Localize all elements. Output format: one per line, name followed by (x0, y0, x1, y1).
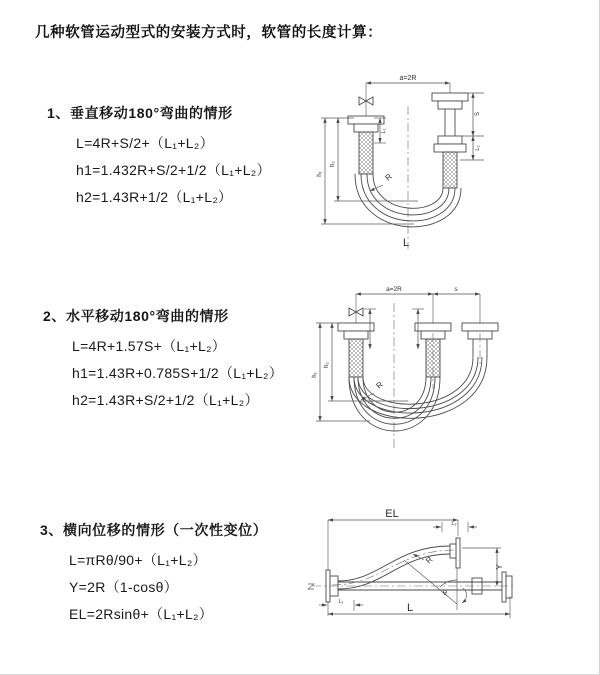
left-fitting (348, 116, 384, 174)
upper-flange (450, 538, 460, 568)
section-heading: 2、水平移动180°弯曲的情形 (43, 308, 229, 324)
section-heading: 3、横向位移的情形（一次性变位） (40, 522, 268, 538)
length-label: L (402, 237, 410, 249)
dim-label-h1: h₁ (312, 372, 318, 378)
section-vertical-180 (47, 103, 271, 211)
formula-line: L=4R+S/2+（L₁+L₂） (76, 135, 214, 151)
dim-label-l1: L₁ (338, 599, 344, 605)
right-fitting (432, 93, 468, 188)
section-horizontal-180 (43, 306, 283, 414)
dim-label-h2: h₂ (330, 161, 336, 167)
diagram-horizontal-180 (308, 281, 588, 456)
radius-label: R (424, 554, 435, 566)
dim-label-l1: L₁ (381, 128, 387, 134)
dim-label-el: EL (385, 508, 399, 520)
dim-label-l2: L₂ (451, 521, 457, 527)
formula-line: L=4R+1.57S+（L₁+L₂） (72, 338, 227, 354)
dim-label-l2: L₂ (475, 145, 481, 151)
dim-label-s: S (475, 111, 481, 117)
formula-line: L=πRθ/90+（L₁+L₂） (69, 552, 207, 568)
right-flange (472, 572, 512, 602)
formula-line: EL=2Rsinθ+（L₁+L₂） (69, 606, 214, 622)
dim-label-y: Y (495, 564, 504, 570)
dim-label-h1: h₁ (317, 171, 323, 177)
valve-icon (359, 83, 373, 116)
dim-label-span-a: a=2R (386, 286, 402, 293)
valve-icon (349, 294, 363, 323)
dim-label-span: a=2R (399, 75, 417, 82)
angle-label: θ (443, 590, 447, 597)
dim-label-h2: h₂ (324, 362, 330, 368)
formula-line: h1=1.432R+S/2+1/2（L₁+L₂） (76, 162, 271, 178)
radius-label: R (383, 171, 394, 183)
diagram-lateral-displacement (300, 500, 600, 660)
formula-line: h2=1.43R+1/2（L₁+L₂） (76, 189, 233, 205)
formula-line: h2=1.43R+S/2+1/2（L₁+L₂） (72, 392, 259, 408)
length-label: L (406, 602, 414, 614)
break-symbol (308, 584, 314, 589)
page-title: 几种软管运动型式的安装方式时，软管的长度计算： (35, 25, 383, 41)
left-fitting (338, 323, 374, 377)
diagram-vertical-180 (308, 68, 588, 258)
section-lateral-displacement (40, 520, 267, 628)
formula-line: h1=1.43R+0.785S+1/2（L₁+L₂） (72, 365, 283, 381)
dim-label-span-s: s (454, 286, 458, 293)
radius-label: R (374, 379, 385, 391)
hose-displaced-position (332, 546, 456, 589)
formula-line: Y=2R（1-cosθ） (69, 579, 179, 595)
section-heading: 1、垂直移动180°弯曲的情形 (47, 105, 233, 121)
